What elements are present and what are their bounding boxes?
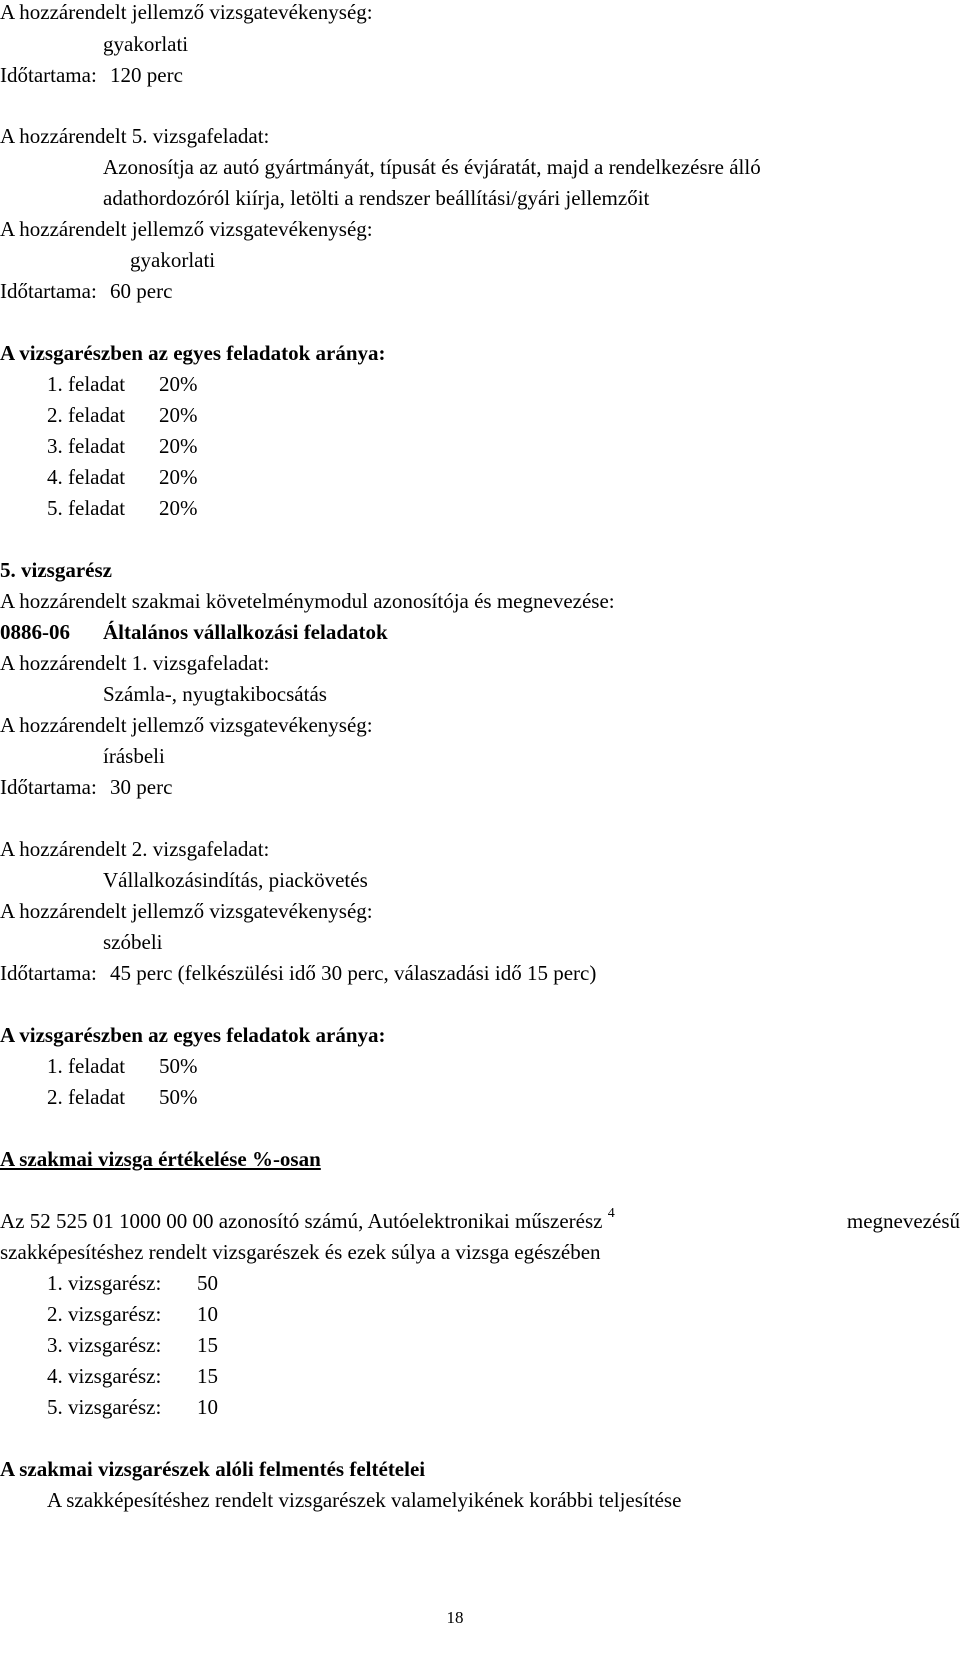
weight-part: 4. vizsgarész: — [47, 1364, 162, 1388]
duration-line — [0, 963, 596, 984]
module-code: 0886-06 — [0, 620, 70, 644]
task-heading: A hozzárendelt 5. vizsgafeladat: — [0, 124, 270, 148]
weight-row — [47, 1366, 218, 1387]
ratio-percent: 20% — [159, 372, 198, 396]
duration-value: 30 perc — [110, 775, 173, 799]
task-description-line-1: Azonosítja az autó gyártmányát, típusát és évjáratát, majd a rendelkezésre álló — [103, 155, 761, 179]
task-name: Számla-, nyugtakibocsátás — [103, 682, 327, 706]
part-heading: 5. vizsgarész — [0, 558, 112, 582]
duration-label: Időtartama: — [0, 961, 97, 985]
ratio-row — [47, 467, 198, 488]
evaluation-paragraph-line-1 — [0, 1206, 960, 1233]
activity-label: A hozzárendelt jellemző vizsgatevékenység: — [0, 217, 373, 241]
activity-value: írásbeli — [103, 744, 165, 768]
duration-value: 45 perc (felkészülési idő 30 perc, válaszadási idő 15 perc) — [110, 961, 597, 985]
ratio-row — [47, 1056, 198, 1077]
weight-row — [47, 1335, 218, 1356]
activity-value: szóbeli — [103, 930, 163, 954]
module-line: A hozzárendelt szakmai követelménymodul azonosítója és megnevezése: — [0, 589, 615, 613]
ratio-row — [47, 374, 198, 395]
weight-row — [47, 1273, 218, 1294]
ratio-row — [47, 405, 198, 426]
evaluation-heading: A szakmai vizsga értékelése %-osan — [0, 1147, 321, 1171]
evaluation-paragraph-line-2: szakképesítéshez rendelt vizsgarészek és ezek súlya a vizsga egészében — [0, 1240, 601, 1264]
duration-label: Időtartama: — [0, 279, 97, 303]
task-description-line-2: adathordozóról kiírja, letölti a rendszer beállítási/gyári jellemzőit — [103, 186, 650, 210]
page-number: 18 — [446, 1608, 464, 1627]
task-heading: A hozzárendelt 2. vizsgafeladat: — [0, 837, 270, 861]
ratio-task: 3. feladat — [47, 434, 126, 458]
exemption-heading: A szakmai vizsgarészek alóli felmentés feltételei — [0, 1457, 426, 1481]
ratio-percent: 20% — [159, 496, 198, 520]
task-name: Vállalkozásindítás, piackövetés — [103, 868, 368, 892]
ratio-row — [47, 498, 198, 519]
ratio-heading: A vizsgarészben az egyes feladatok aránya: — [0, 341, 386, 365]
weight-row — [47, 1304, 218, 1325]
module-identifier — [0, 622, 388, 643]
duration-value: 120 perc — [110, 63, 183, 87]
ratio-percent: 50% — [159, 1085, 198, 1109]
weight-value: 10 — [197, 1395, 218, 1419]
evaluation-text-b: megnevezésű — [846, 1209, 960, 1233]
ratio-row — [47, 1087, 198, 1108]
weight-part: 5. vizsgarész: — [47, 1395, 162, 1419]
ratio-percent: 20% — [159, 434, 198, 458]
weight-value: 15 — [197, 1364, 218, 1388]
ratio-percent: 50% — [159, 1054, 198, 1078]
ratio-heading: A vizsgarészben az egyes feladatok aránya: — [0, 1023, 386, 1047]
activity-value: gyakorlati — [130, 248, 216, 272]
duration-line — [0, 281, 172, 302]
ratio-task: 2. feladat — [47, 403, 126, 427]
duration-line — [0, 65, 183, 86]
activity-label: A hozzárendelt jellemző vizsgatevékenység: — [0, 0, 373, 24]
ratio-task: 1. feladat — [47, 372, 126, 396]
weight-value: 50 — [197, 1271, 218, 1295]
ratio-task: 2. feladat — [47, 1085, 126, 1109]
footnote-mark: 4 — [607, 1206, 615, 1221]
ratio-task: 4. feladat — [47, 465, 126, 489]
ratio-task: 1. feladat — [47, 1054, 126, 1078]
weight-part: 3. vizsgarész: — [47, 1333, 162, 1357]
activity-label: A hozzárendelt jellemző vizsgatevékenység: — [0, 713, 373, 737]
activity-label: A hozzárendelt jellemző vizsgatevékenység: — [0, 899, 373, 923]
weight-value: 10 — [197, 1302, 218, 1326]
duration-line — [0, 777, 172, 798]
weight-part: 1. vizsgarész: — [47, 1271, 162, 1295]
exemption-text: A szakképesítéshez rendelt vizsgarészek valamelyikének korábbi teljesítése — [47, 1488, 682, 1512]
ratio-task: 5. feladat — [47, 496, 126, 520]
weight-value: 15 — [197, 1333, 218, 1357]
ratio-percent: 20% — [159, 403, 198, 427]
module-name: Általános vállalkozási feladatok — [103, 620, 388, 644]
task-heading: A hozzárendelt 1. vizsgafeladat: — [0, 651, 270, 675]
duration-label: Időtartama: — [0, 63, 97, 87]
ratio-row — [47, 436, 198, 457]
weight-row — [47, 1397, 218, 1418]
duration-value: 60 perc — [110, 279, 173, 303]
duration-label: Időtartama: — [0, 775, 97, 799]
ratio-percent: 20% — [159, 465, 198, 489]
activity-value: gyakorlati — [103, 32, 189, 56]
evaluation-text-a: Az 52 525 01 1000 00 00 azonosító számú, Autóelektronikai műszerész $^4$ — [0, 1206, 615, 1233]
weight-part: 2. vizsgarész: — [47, 1302, 162, 1326]
